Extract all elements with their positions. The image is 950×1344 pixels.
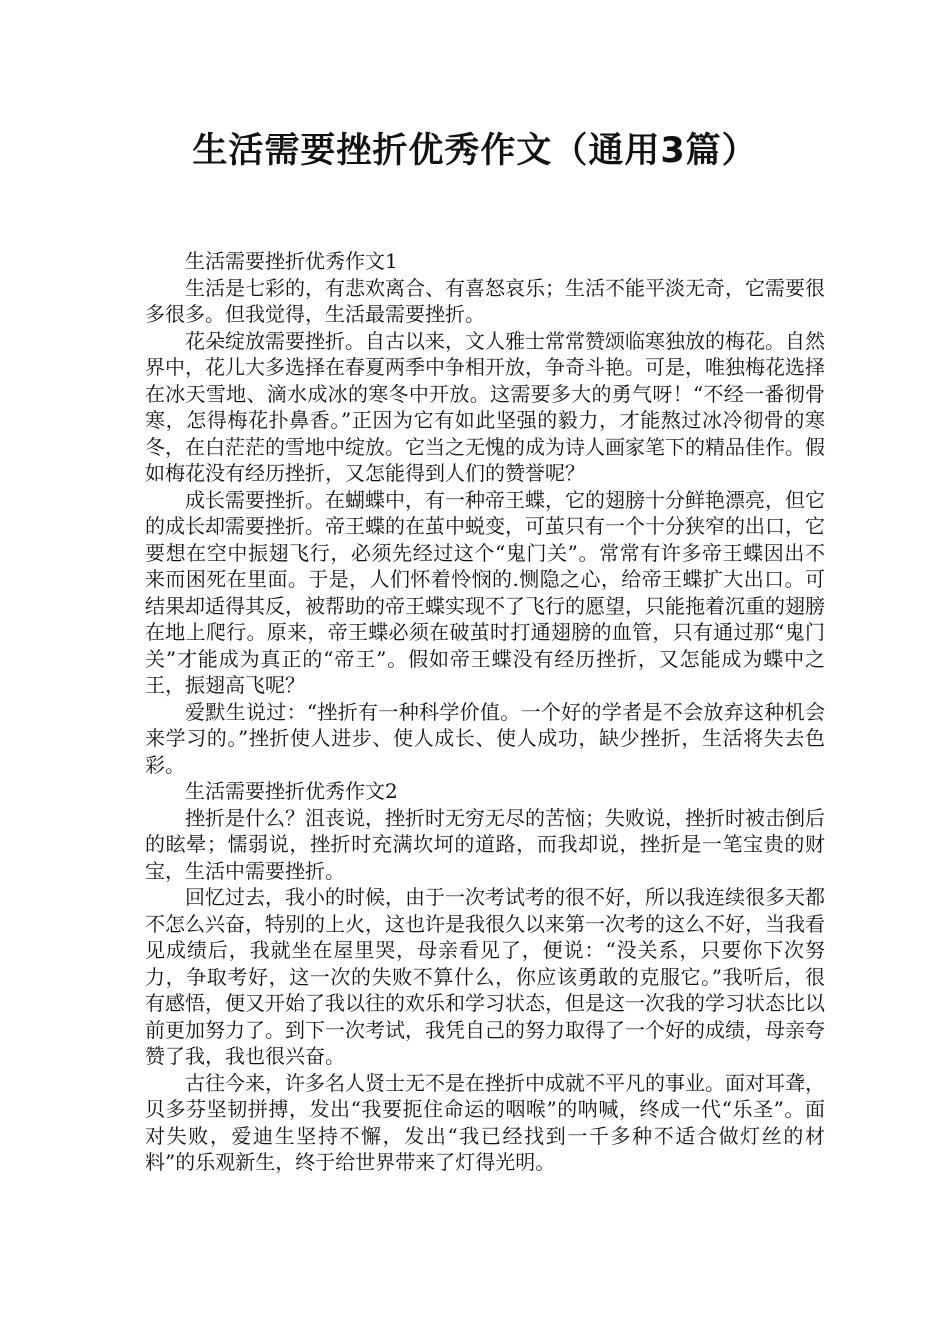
- paragraph: 爱默生说过：“挫折有一种科学价值。一个好的学者是不会放弃这种机会来学习的。”挫折使人进步、使人成长、使人成功，缺少挫折，生活将失去色彩。: [145, 699, 825, 777]
- section-heading: 生活需要挫折优秀作文2: [185, 779, 398, 803]
- paragraph: 花朵绽放需要挫折。自古以来，文人雅士常常赞颂临寒独放的梅花。自然界中，花儿大多选择在春夏两季中争相开放，争奇斗艳。可是，唯独梅花选择在冰天雪地、滴水成冰的寒冬中开放。这需要多大的勇气呀！“不经一番彻骨寒，怎得梅花扑鼻香。”正因为它有如此坚强的毅力，才能熬过冰冷彻骨的寒冬，在白茫茫的雪地中绽放。它当之无愧的成为诗人画家笔下的精品佳作。假如梅花没有经历挫折，又怎能得到人们的赞誉呢？: [145, 328, 825, 485]
- paragraph: 古往今来，许多名人贤士无不是在挫折中成就不平凡的事业。面对耳聋，贝多芬坚韧拼搏，发出“我要扼住命运的咽喉”的呐喊，终成一代“乐圣”。面对失败，爱迪生坚持不懈，发出“我已经找到一千多种不适合做灯丝的材料”的乐观新生，终于给世界带来了灯得光明。: [145, 1070, 825, 1174]
- paragraph: 成长需要挫折。在蝴蝶中，有一种帝王蝶，它的翅膀十分鲜艳漂亮，但它的成长却需要挫折。帝王蝶的在茧中蜕变，可茧只有一个十分狭窄的出口，它要想在空中振翅飞行，必须先经过这个“鬼门关”。常常有许多帝王蝶因出不来而困死在里面。于是，人们怀着怜悯的.恻隐之心，给帝王蝶扩大出口。可结果却适得其反，被帮助的帝王蝶实现不了飞行的愿望，只能拖着沉重的翅膀在地上爬行。原来，帝王蝶必须在破茧时打通翅膀的血管，只有通过那“鬼门关”才能成为真正的“帝王”。假如帝王蝶没有经历挫折，又怎能成为蝶中之王，振翅高飞呢？: [145, 487, 825, 697]
- document-title: 生活需要挫折优秀作文（通用3篇）: [192, 131, 758, 171]
- document-body: [145, 248, 825, 1176]
- paragraph: 挫折是什么？沮丧说，挫折时无穷无尽的苦恼；失败说，挫折时被击倒后的眩晕；懦弱说，挫折时充满坎坷的道路，而我却说，挫折是一笔宝贵的财宝，生活中需要挫折。: [145, 805, 825, 883]
- paragraph: 生活是七彩的，有悲欢离合、有喜怒哀乐；生活不能平淡无奇，它需要很多很多。但我觉得，生活最需要挫折。: [145, 275, 825, 326]
- section-heading: 生活需要挫折优秀作文1: [185, 249, 398, 273]
- paragraph: 回忆过去，我小的时候，由于一次考试考的很不好，所以我连续很多天都不怎么兴奋，特别的上火，这也许是我很久以来第一次考的这么不好，当我看见成绩后，我就坐在屋里哭，母亲看见了，便说：“没关系，只要你下次努力，争取考好，这一次的失败不算什么，你应该勇敢的克服它。”我听后，很有感悟，便又开始了我以往的欢乐和学习状态，但是这一次我的学习状态比以前更加努力了。到下一次考试，我凭自己的努力取得了一个好的成绩，母亲夸赞了我，我也很兴奋。: [145, 885, 825, 1068]
